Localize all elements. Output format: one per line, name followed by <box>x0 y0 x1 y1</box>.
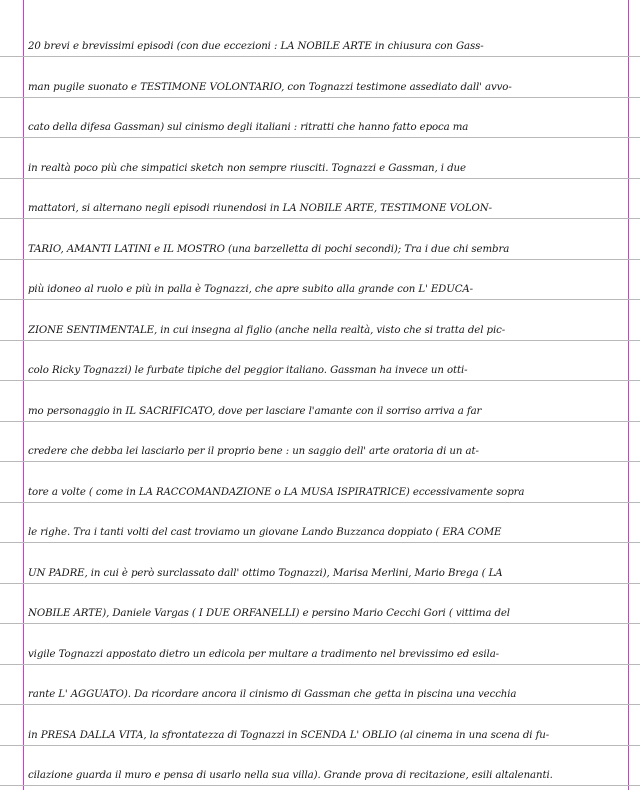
handwritten-line: TARIO, AMANTI LATINI e IL MOSTRO (una barzelletta di pochi secondi); Tra i due chi sembra <box>28 244 510 255</box>
ruled-line <box>0 542 640 543</box>
ruled-line <box>0 785 640 786</box>
handwritten-line: NOBILE ARTE), Daniele Vargas ( I DUE ORFANELLI) e persino Mario Cecchi Gori ( vittima del <box>28 608 510 619</box>
right-margin-line <box>628 0 629 790</box>
ruled-line <box>0 704 640 705</box>
handwritten-line: 20 brevi e brevissimi episodi (con due eccezioni : LA NOBILE ARTE in chiusura con Gass- <box>28 41 484 52</box>
left-margin-line <box>23 0 24 790</box>
handwritten-line: colo Ricky Tognazzi) le furbate tipiche del peggior italiano. Gassman ha invece un otti- <box>28 365 468 376</box>
ruled-line <box>0 97 640 98</box>
ruled-line <box>0 178 640 179</box>
handwritten-line: man pugile suonato e TESTIMONE VOLONTARIO, con Tognazzi testimone assediato dall' avvo- <box>28 82 512 93</box>
handwritten-line: cato della difesa Gassman) sul cinismo degli italiani : ritratti che hanno fatto epoca ma <box>28 122 469 133</box>
handwritten-line: rante L' AGGUATO). Da ricordare ancora il cinismo di Gassman che getta in piscina una vecchia <box>28 689 517 700</box>
ruled-line <box>0 461 640 462</box>
handwritten-line: in realtà poco più che simpatici sketch non sempre riusciti. Tognazzi e Gassman, i due <box>28 163 466 174</box>
handwritten-line: mo personaggio in IL SACRIFICATO, dove per lasciare l'amante con il sorriso arriva a far <box>28 406 482 417</box>
handwritten-line: mattatori, si alternano negli episodi riunendosi in LA NOBILE ARTE, TESTIMONE VOLON- <box>28 203 492 214</box>
handwritten-line: ZIONE SENTIMENTALE, in cui insegna al figlio (anche nella realtà, visto che si tratta del pic- <box>28 325 506 336</box>
handwritten-line: tore a volte ( come in LA RACCOMANDAZIONE o LA MUSA ISPIRATRICE) eccessivamente sopra <box>28 487 525 498</box>
ruled-line <box>0 583 640 584</box>
ruled-line <box>0 299 640 300</box>
ruled-line <box>0 745 640 746</box>
handwritten-line: cilazione guarda il muro e pensa di usarlo nella sua villa). Grande prova di recitazione, esili altalenanti. <box>28 770 553 781</box>
handwritten-line: più idoneo al ruolo e più in palla è Tognazzi, che apre subito alla grande con L' EDUCA- <box>28 284 474 295</box>
handwritten-line: UN PADRE, in cui è però surclassato dall' ottimo Tognazzi), Marisa Merlini, Mario Brega ( LA <box>28 568 503 579</box>
handwritten-line: credere che debba lei lasciarlo per il proprio bene : un saggio dell' arte oratoria di un at- <box>28 446 479 457</box>
ruled-line <box>0 218 640 219</box>
ruled-line <box>0 380 640 381</box>
ruled-line <box>0 56 640 57</box>
ruled-line <box>0 259 640 260</box>
handwritten-line: vigile Tognazzi appostato dietro un edicola per multare a tradimento nel brevissimo ed esila- <box>28 649 500 660</box>
ruled-line <box>0 421 640 422</box>
handwritten-line: in PRESA DALLA VITA, la sfrontatezza di Tognazzi in SCENDA L' OBLIO (al cinema in una scena di fu- <box>28 730 550 741</box>
ruled-line <box>0 623 640 624</box>
ruled-line <box>0 137 640 138</box>
ruled-line <box>0 664 640 665</box>
ruled-line <box>0 502 640 503</box>
handwritten-line: le righe. Tra i tanti volti del cast troviamo un giovane Lando Buzzanca doppiato ( ERA COME <box>28 527 502 538</box>
ruled-line <box>0 340 640 341</box>
